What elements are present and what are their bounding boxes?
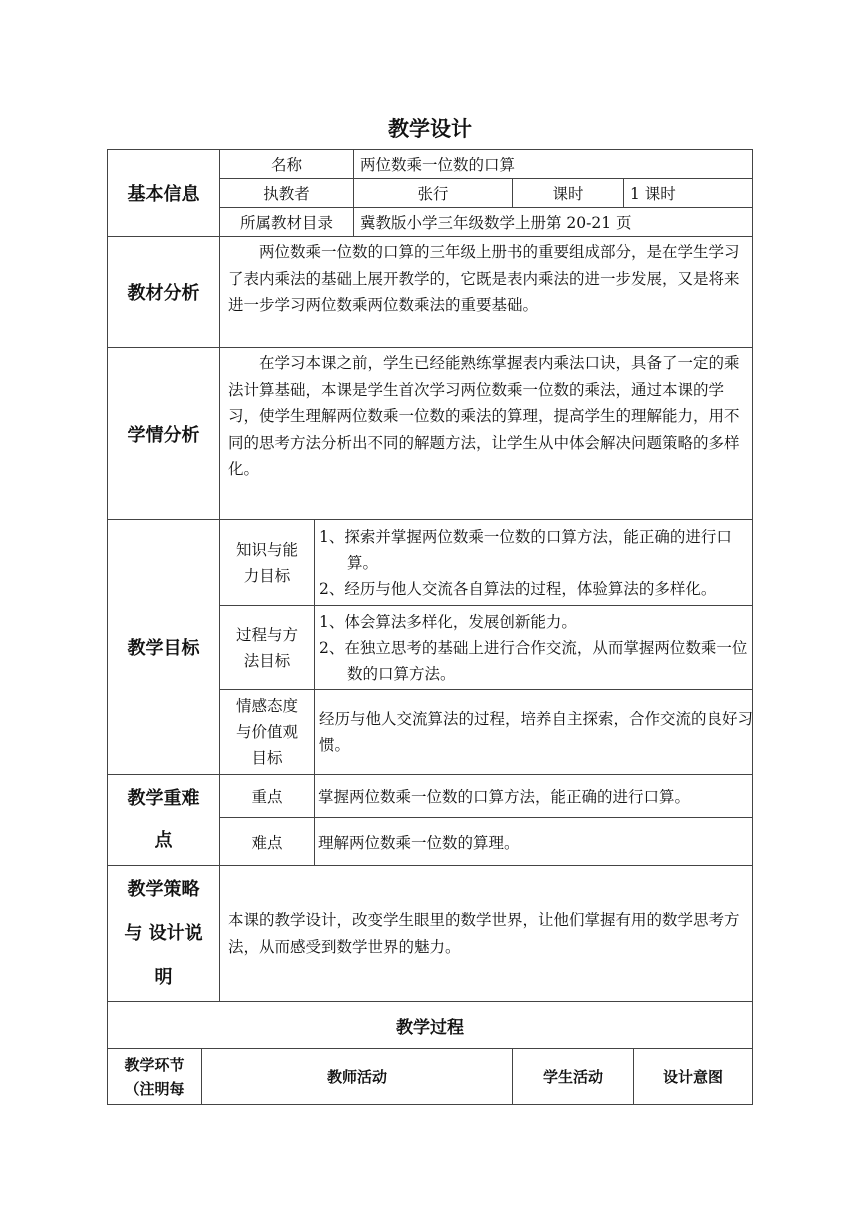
strategy-cell [219, 865, 753, 1002]
name-label: 名称 [219, 149, 354, 179]
emotion-goal-content [314, 689, 753, 775]
textbook-value: 冀教版小学三年级数学上册第 20-21 页 [353, 207, 753, 237]
col-intent-header: 设计意图 [633, 1048, 753, 1105]
textbook-label: 所属教材目录 [219, 207, 354, 237]
teacher-label: 执教者 [219, 178, 354, 208]
student-analysis-cell [219, 347, 753, 520]
strategy-text: 本课的教学设计，改变学生眼里的数学世界，让他们掌握有用的数学思考方法，从而感受到数学世界的魅力。 [228, 911, 740, 956]
process-goal-label: 过程与方 法目标 [219, 605, 315, 690]
basic-info-header: 基本信息 [107, 149, 220, 237]
col-teacher-header: 教师活动 [201, 1048, 513, 1105]
name-value: 两位数乘一位数的口算 [353, 149, 753, 179]
knowledge-goal-content [314, 519, 753, 606]
document-title: 教学设计 [388, 117, 472, 141]
knowledge-goal-label: 知识与能 力目标 [219, 519, 315, 606]
process-goal-content [314, 605, 753, 690]
material-analysis-header: 教材分析 [107, 236, 220, 348]
process-goal-list [319, 609, 755, 687]
material-analysis-text: 两位数乘一位数的口算的三年级上册书的重要组成部分，是在学生学习了表内乘法的基础上展开教学的，它既是表内乘法的进一步发展，又是将来进一步学习两位数乘两位数乘法的重要基础。 [228, 243, 740, 314]
key-point-content: 掌握两位数乘一位数的口算方法，能正确的进行口算。 [314, 774, 753, 818]
knowledge-goal-list [319, 524, 755, 602]
period-label: 课时 [512, 178, 624, 208]
emotion-goal-text: 经历与他人交流算法的过程，培养自主探索，合作交流的良好习惯。 [319, 710, 754, 754]
col-student-header: 学生活动 [512, 1048, 634, 1105]
list-item: 1、探索并掌握两位数乘一位数的口算方法，能正确的进行口算。 [319, 528, 732, 572]
goals-header: 教学目标 [107, 519, 220, 775]
list-item: 2、在独立思考的基础上进行合作交流，从而掌握两位数乘一位数的口算方法。 [319, 639, 748, 683]
student-analysis-header: 学情分析 [107, 347, 220, 520]
key-point-label: 重点 [219, 774, 315, 818]
strategy-header: 教学策略 与 设计说 明 [107, 865, 220, 1002]
emotion-goal-label: 情感态度 与价值观 目标 [219, 689, 315, 775]
student-analysis-text: 在学习本课之前，学生已经能熟练掌握表内乘法口诀，具备了一定的乘法计算基础，本课是学生首次学习两位数乘一位数的乘法，通过本课的学习，使学生理解两位数乘一位数的乘法的算理，提高学生的理解能力，用不同的思考方法分析出不同的解题方法，让学生从中体会解决问题策略的多样化。 [228, 354, 740, 478]
difficult-point-content: 理解两位数乘一位数的算理。 [314, 817, 753, 866]
key-points-header: 教学重难 点 [107, 774, 220, 866]
teacher-value: 张行 [353, 178, 513, 208]
period-value: 1 课时 [623, 178, 753, 208]
difficult-point-label: 难点 [219, 817, 315, 866]
process-section-header: 教学过程 [107, 1001, 753, 1049]
list-item: 2、经历与他人交流各自算法的过程，体验算法的多样化。 [319, 580, 717, 598]
col-stage-header: 教学环节 （注明每 [107, 1048, 202, 1105]
material-analysis-cell [219, 236, 753, 348]
list-item: 1、体会算法多样化，发展创新能力。 [319, 613, 577, 631]
